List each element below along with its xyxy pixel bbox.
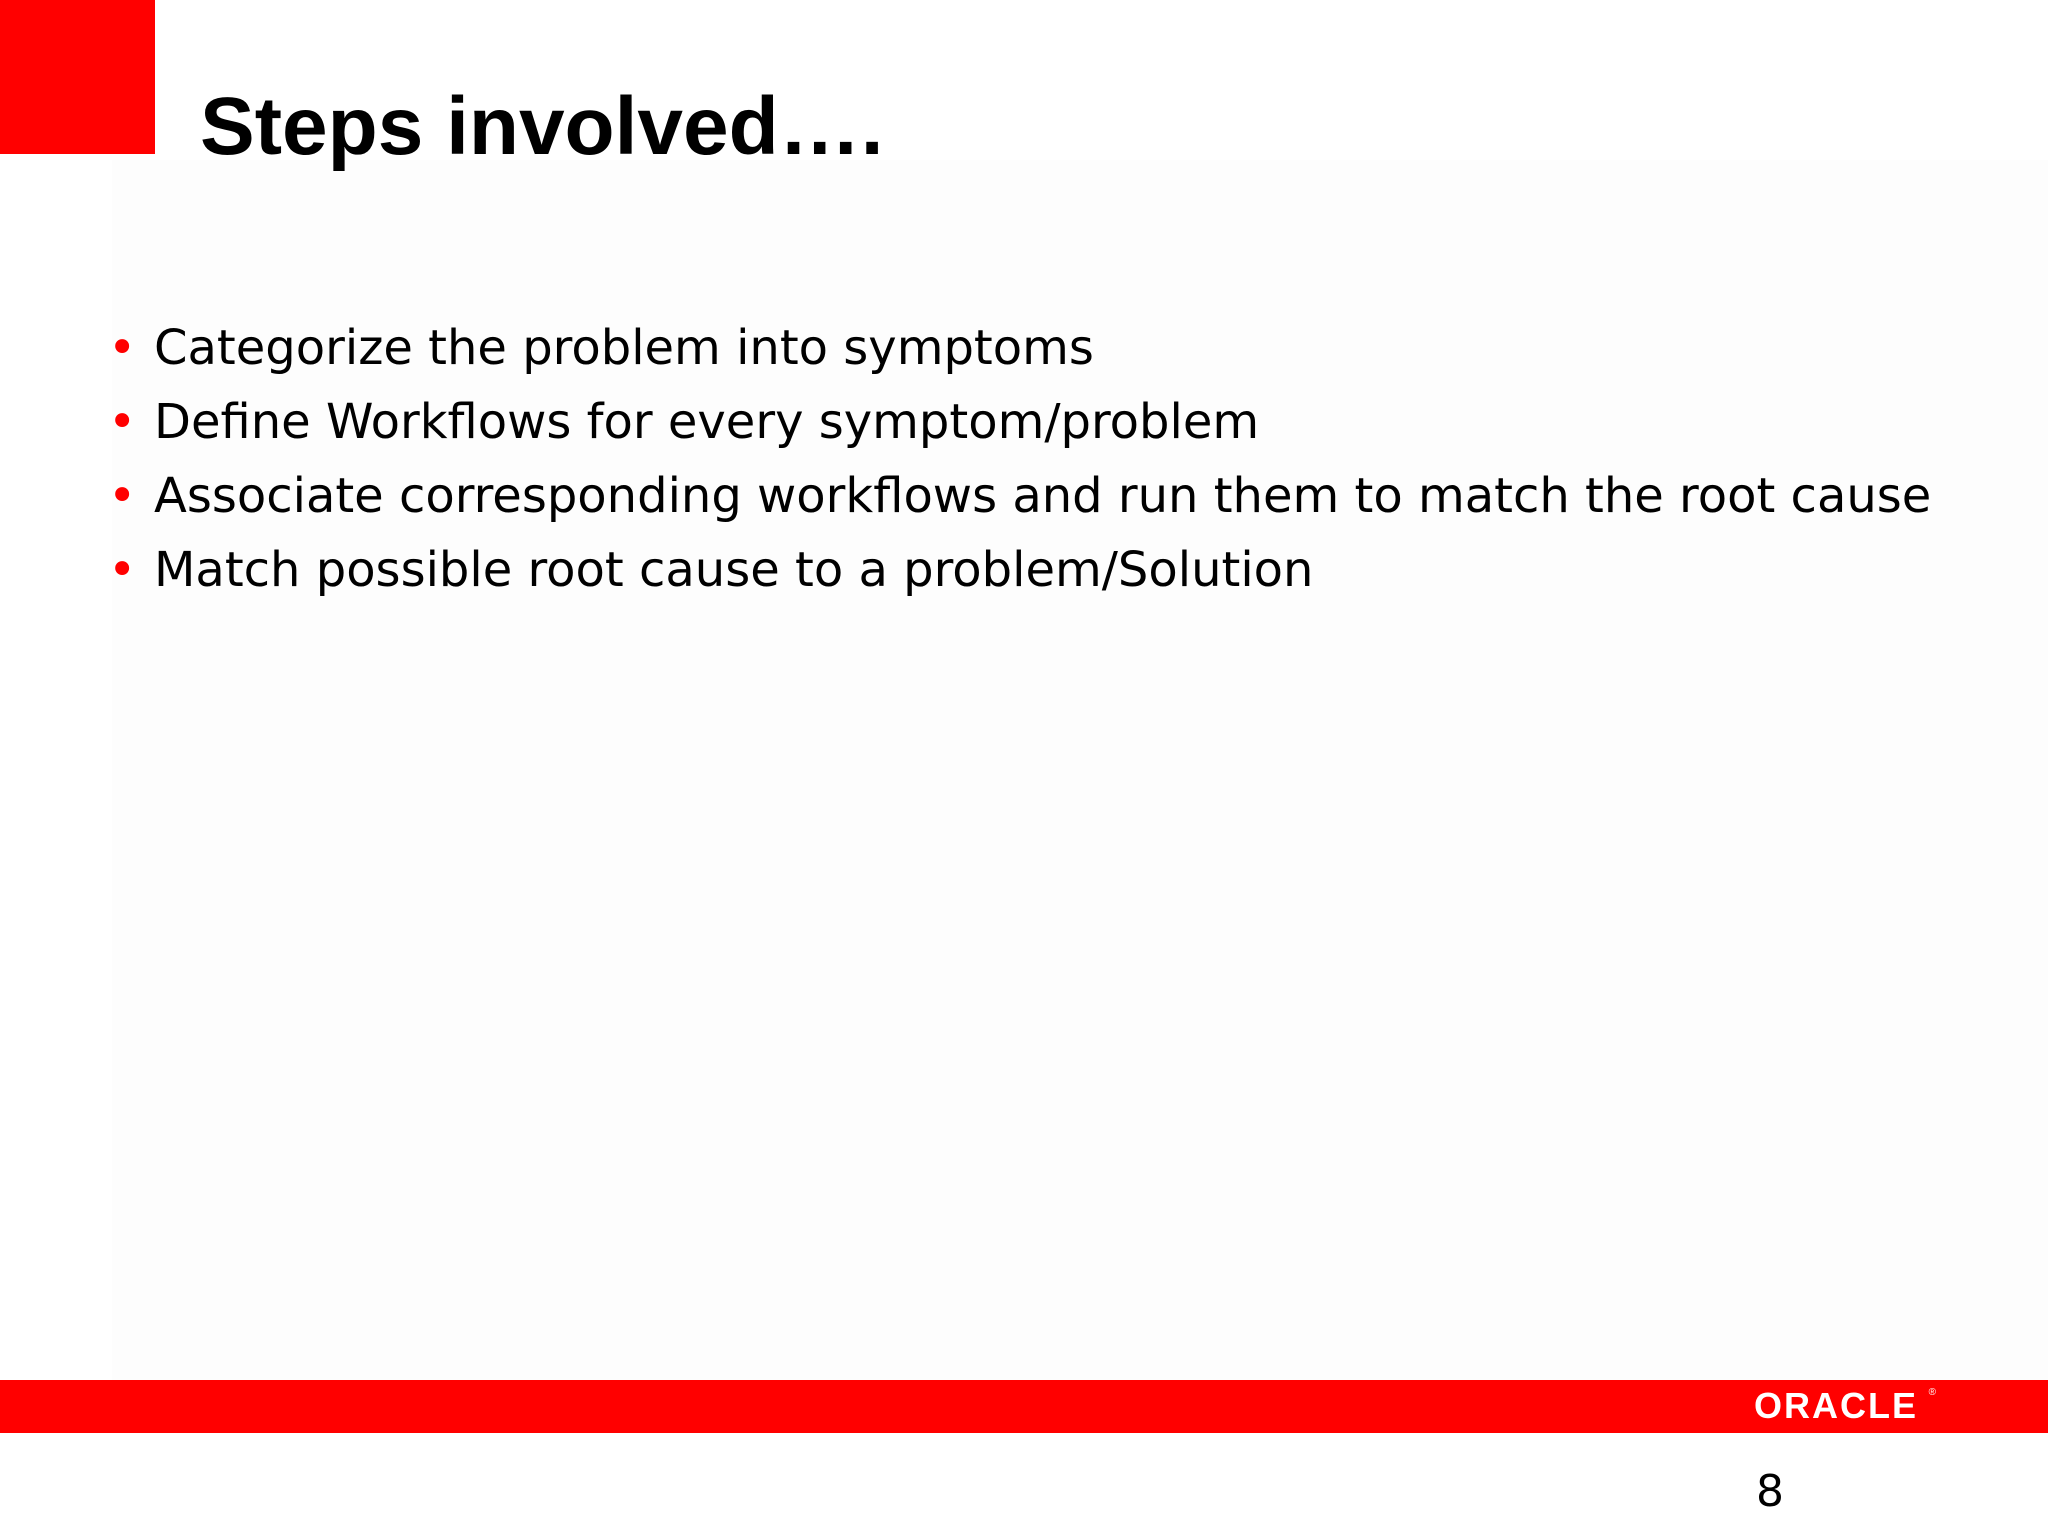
slide-title: Steps involved…. (200, 81, 884, 172)
bullet-item (100, 392, 1960, 453)
page-number: 8 (1756, 1466, 1784, 1517)
bullet-dot-icon: • (108, 468, 137, 524)
bullet-list (100, 318, 1960, 614)
bullet-text: Match possible root cause to a problem/Solution (154, 542, 1314, 598)
footer-bar (0, 1380, 2048, 1433)
bullet-text: Define Workflows for every symptom/problem (154, 394, 1260, 450)
bullet-dot-icon: • (108, 320, 137, 376)
registered-mark: ® (1928, 1387, 1938, 1398)
bullet-text: Categorize the problem into symptoms (154, 320, 1094, 376)
bullet-item (100, 540, 1960, 601)
bullet-item (100, 466, 1960, 527)
bullet-dot-icon: • (108, 394, 137, 450)
bullet-dot-icon: • (108, 542, 137, 598)
bullet-item (100, 318, 1960, 379)
bullet-text: Associate corresponding workflows and run them to match the root cause (154, 468, 1932, 524)
red-corner-block (0, 0, 155, 154)
logo-text: ORACLE (1754, 1385, 1918, 1426)
oracle-logo (1754, 1385, 1938, 1426)
